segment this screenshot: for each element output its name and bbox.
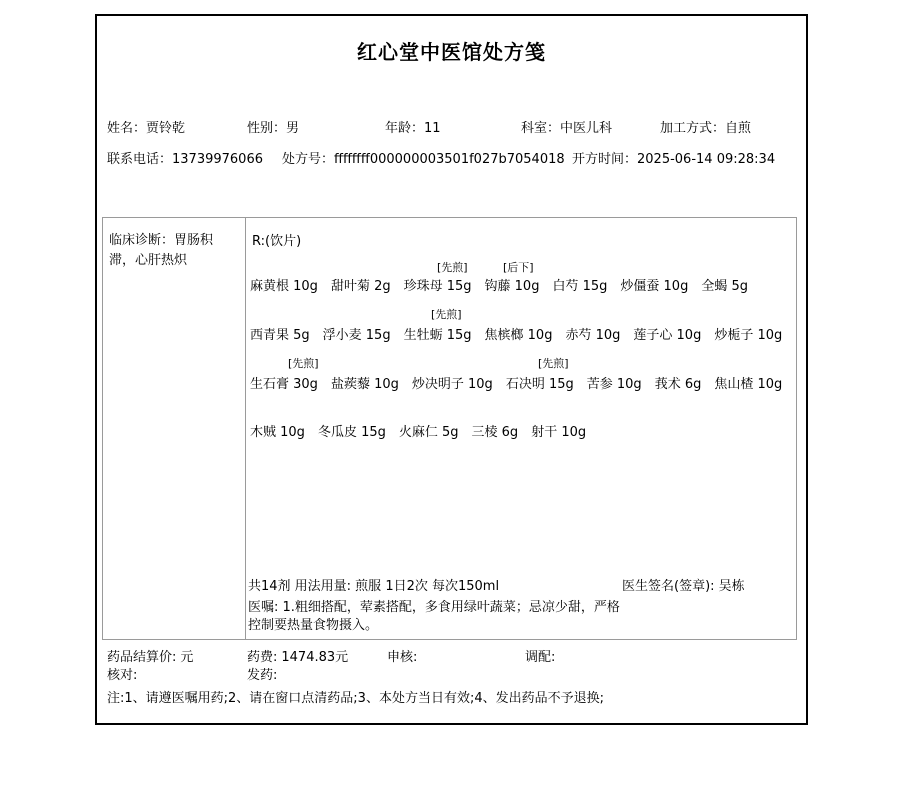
- processing-method-label: 加工方式：: [660, 121, 726, 136]
- decoction-annotation-xianjian-line2: [先煎]: [431, 308, 462, 321]
- herb-item: 珍珠母 15g: [403, 279, 472, 294]
- herb-item: 焦山楂 10g: [714, 377, 783, 392]
- audit-field: [387, 650, 421, 665]
- herb-item: 浮小麦 15g: [322, 328, 391, 343]
- prep-field: [525, 650, 559, 665]
- settle-price-label: 药品结算价:: [107, 650, 177, 665]
- fee-label: 药费:: [247, 650, 278, 665]
- fee-value: 1474.83元: [281, 650, 349, 665]
- audit-label: 申核:: [387, 650, 418, 665]
- patient-age-value: 11: [424, 121, 441, 136]
- department-field: [521, 121, 612, 136]
- herb-item: 生牡蛎 15g: [403, 328, 472, 343]
- herb-line-4: [250, 421, 794, 440]
- medical-advice: 医嘱: 1.粗细搭配，荤素搭配，多食用绿叶蔬菜；忌凉少甜，严格控制要热量食物摄入。: [248, 600, 620, 633]
- patient-gender-value: 男: [286, 121, 300, 136]
- doctor-signature-value: 吴栋: [718, 579, 745, 594]
- department-value: 中医儿科: [560, 121, 613, 136]
- patient-name-label: 姓名：: [107, 121, 147, 136]
- rx-header: R:(饮片): [252, 234, 302, 249]
- patient-age-label: 年龄：: [385, 121, 425, 136]
- herb-item: 赤芍 10g: [565, 328, 621, 343]
- doctor-signature: [622, 575, 745, 594]
- dosage-usage: 共14剂 用法用量: 煎服 1日2次 每次150ml: [248, 579, 500, 594]
- herb-item: 火麻仁 5g: [398, 425, 459, 440]
- herb-item: 苦参 10g: [586, 377, 642, 392]
- patient-gender-label: 性别：: [247, 121, 287, 136]
- herb-item: 炒栀子 10g: [714, 328, 783, 343]
- check-field: [107, 668, 141, 683]
- doctor-signature-label: 医生签名(签章):: [622, 579, 715, 594]
- settle-price-field: [107, 650, 193, 665]
- prescription-time-field: [572, 152, 775, 167]
- processing-method-field: [660, 121, 751, 136]
- herb-line-3: [250, 373, 794, 392]
- dispense-field: [247, 668, 281, 683]
- decoction-annotation-xianjian-line1: [先煎]: [437, 261, 468, 274]
- patient-age-field: [385, 121, 441, 136]
- decoction-annotation-houxia-line1: [后下]: [503, 261, 534, 274]
- clinical-diagnosis-label: 临床诊断：: [109, 233, 175, 248]
- herb-item: 炒僵蚕 10g: [620, 279, 689, 294]
- dispense-label: 发药:: [247, 668, 278, 683]
- herb-item: 西青果 5g: [250, 328, 310, 343]
- herb-item: 麻黄根 10g: [250, 279, 318, 294]
- page-title: 红心堂中医馆处方笺: [357, 40, 546, 64]
- prescription-number-label: 处方号：: [282, 152, 335, 167]
- prescription-time-label: 开方时间：: [572, 152, 638, 167]
- herb-item: 炒决明子 10g: [411, 377, 493, 392]
- herb-line-2: [250, 324, 794, 343]
- decoction-annotation-xianjian-line3a: [先煎]: [288, 357, 319, 370]
- processing-method-value: 自煎: [725, 121, 752, 136]
- patient-name-value: 贾铃乾: [146, 121, 186, 136]
- herb-item: 生石膏 30g: [250, 377, 318, 392]
- phone-value: 13739976066: [172, 152, 263, 167]
- prescription-number-field: [282, 152, 565, 167]
- herb-item: 盐蒺藜 10g: [330, 377, 399, 392]
- rx-content-area: [246, 218, 796, 639]
- department-label: 科室：: [521, 121, 561, 136]
- herb-item: 木贼 10g: [250, 425, 305, 440]
- prescription-sheet: [95, 14, 808, 725]
- herb-item: 全蝎 5g: [701, 279, 748, 294]
- decoction-annotation-xianjian-line3b: [先煎]: [538, 357, 569, 370]
- patient-gender-field: [247, 121, 299, 136]
- settle-price-value: 元: [180, 650, 194, 665]
- clinical-diagnosis: [109, 231, 221, 271]
- herb-item: 莲子心 10g: [633, 328, 702, 343]
- herb-item: 甜叶菊 2g: [330, 279, 391, 294]
- herb-line-1: [250, 275, 794, 294]
- herb-item: 焦槟榔 10g: [484, 328, 553, 343]
- herb-item: 冬瓜皮 15g: [317, 425, 386, 440]
- prep-label: 调配:: [525, 650, 556, 665]
- fee-field: [247, 650, 348, 665]
- herb-item: 白芍 15g: [552, 279, 608, 294]
- herb-item: 石决明 15g: [505, 377, 574, 392]
- prescription-number-value: ffffffff000000003501f027b7054018: [334, 152, 565, 167]
- phone-label: 联系电话：: [107, 152, 173, 167]
- check-label: 核对:: [107, 668, 138, 683]
- footer-note: 注:1、请遵医嘱用药;2、请在窗口点清药品;3、本处方当日有效;4、发出药品不予退换;: [107, 691, 604, 706]
- herb-item: 三棱 6g: [471, 425, 519, 440]
- herb-item: 钩藤 10g: [484, 279, 540, 294]
- clinical-diagnosis-value: 胃肠积滞，心肝热炽: [109, 233, 214, 268]
- phone-field: [107, 152, 263, 167]
- herb-item: 射干 10g: [531, 425, 587, 440]
- prescription-time-value: 2025-06-14 09:28:34: [637, 152, 776, 167]
- patient-name-field: [107, 121, 185, 136]
- prescription-box: [102, 217, 797, 640]
- herb-item: 莪术 6g: [654, 377, 702, 392]
